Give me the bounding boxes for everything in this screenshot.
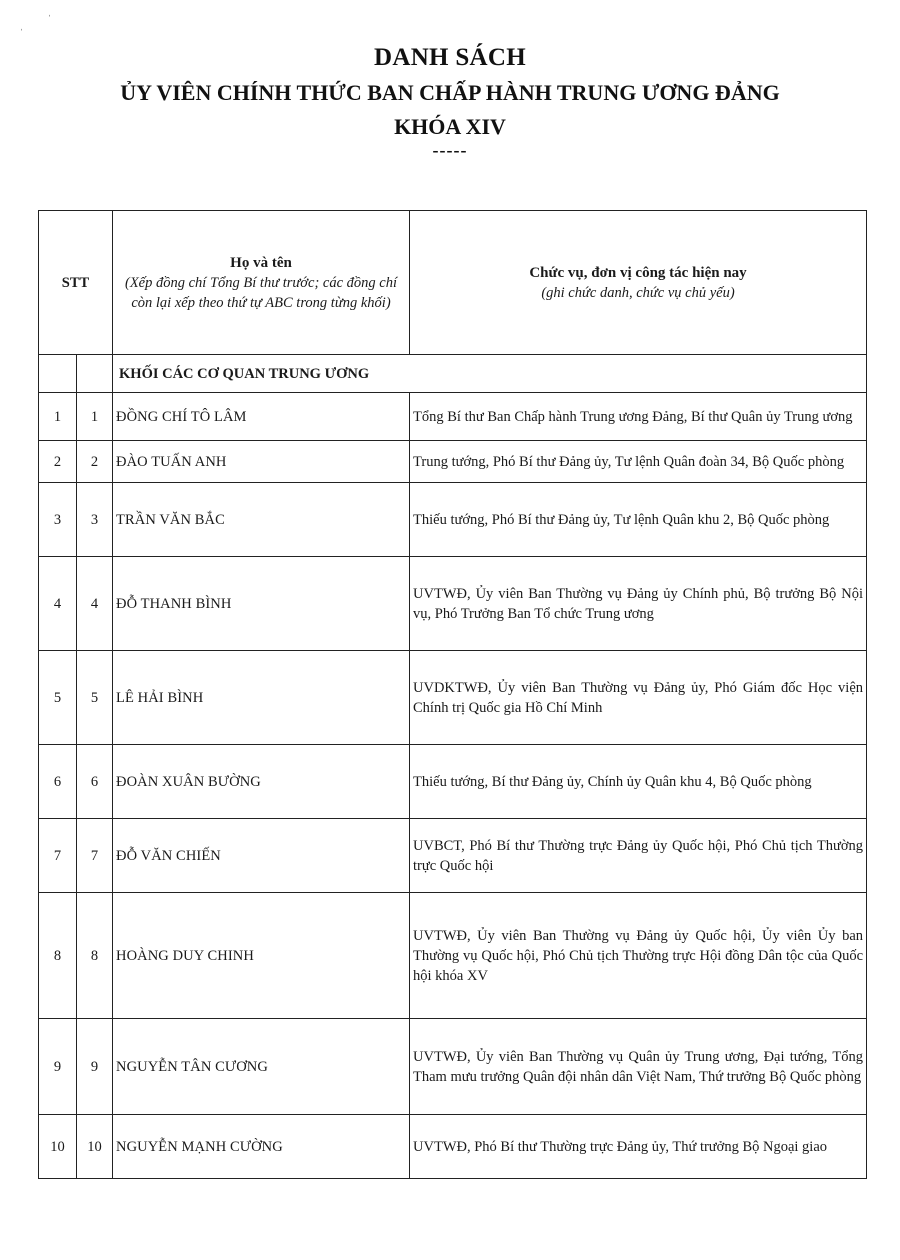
section-row [39,355,867,393]
table-row [39,441,867,483]
document-title: DANH SÁCH [373,44,527,71]
row-stt: 8 [39,893,77,1019]
table-row [39,745,867,819]
row-name: ĐỖ THANH BÌNH [113,557,410,651]
row-position: UVTWĐ, Ủy viên Ban Thường vụ Đảng ủy Chính phủ, Bộ trưởng Bộ Nội vụ, Phó Trưởng Ban Tổ chức Trung ương [410,557,867,651]
row-position: Trung tướng, Phó Bí thư Đảng ủy, Tư lệnh Quân đoàn 34, Bộ Quốc phòng [410,441,867,483]
document-subtitle: ỦY VIÊN CHÍNH THỨC BAN CHẤP HÀNH TRUNG ƯƠNG ĐẢNG [120,80,780,105]
header-position-note: (ghi chức danh, chức vụ chủ yếu) [541,284,735,301]
header-name [113,211,410,355]
table-row [39,393,867,441]
row-name: ĐOÀN XUÂN BƯỜNG [113,745,410,819]
row-name: LÊ HẢI BÌNH [113,651,410,745]
table-row [39,557,867,651]
row-name: NGUYỄN MẠNH CƯỜNG [113,1115,410,1179]
table-row [39,651,867,745]
row-name: TRẦN VĂN BẮC [113,483,410,557]
table-row [39,1019,867,1115]
row-name: ĐỒNG CHÍ TÔ LÂM [113,393,410,441]
row-stt: 1 [39,393,77,441]
section-blank-cell [39,355,77,393]
header-stt: STT [39,211,113,355]
row-name: ĐỖ VĂN CHIẾN [113,819,410,893]
row-sub-index: 4 [77,557,113,651]
row-stt: 6 [39,745,77,819]
row-position: UVTWĐ, Ủy viên Ban Thường vụ Đảng ủy Quốc hội, Ủy viên Ủy ban Thường vụ Quốc hội, Phó Chủ tịch Thường trực Hội đồng Dân tộc của Quốc hội khóa XV [410,893,867,1019]
row-position: Thiếu tướng, Bí thư Đảng ủy, Chính ủy Quân khu 4, Bộ Quốc phòng [410,745,867,819]
row-name: ĐÀO TUẤN ANH [113,441,410,483]
header-name-title: Họ và tên [230,254,292,271]
section-title: KHỐI CÁC CƠ QUAN TRUNG ƯƠNG [113,355,867,393]
row-sub-index: 5 [77,651,113,745]
table-row [39,819,867,893]
table-row [39,483,867,557]
row-sub-index: 1 [77,393,113,441]
row-position: UVTWĐ, Ủy viên Ban Thường vụ Quân ủy Trung ương, Đại tướng, Tổng Tham mưu trưởng Quân đội nhân dân Việt Nam, Thứ trưởng Bộ Quốc phòng [410,1019,867,1115]
row-sub-index: 7 [77,819,113,893]
document-term: KHÓA XIV [394,114,506,139]
row-stt: 10 [39,1115,77,1179]
row-position: Thiếu tướng, Phó Bí thư Đảng ủy, Tư lệnh Quân khu 2, Bộ Quốc phòng [410,483,867,557]
header-position-title: Chức vụ, đơn vị công tác hiện nay [529,264,747,281]
row-sub-index: 9 [77,1019,113,1115]
row-stt: 9 [39,1019,77,1115]
scan-speck: ˈ [48,14,52,25]
row-sub-index: 2 [77,441,113,483]
row-name: NGUYỄN TÂN CƯƠNG [113,1019,410,1115]
row-position: UVTWĐ, Phó Bí thư Thường trực Đảng ủy, Thứ trưởng Bộ Ngoại giao [410,1115,867,1179]
title-divider: ----- [432,140,468,160]
row-position: UVBCT, Phó Bí thư Thường trực Đảng ủy Quốc hội, Phó Chủ tịch Thường trực Quốc hội [410,819,867,893]
row-stt: 4 [39,557,77,651]
row-sub-index: 8 [77,893,113,1019]
scan-speck: ˈ [20,28,24,39]
section-blank-cell [77,355,113,393]
header-name-note: (Xếp đồng chí Tổng Bí thư trước; các đồng chí còn lại xếp theo thứ tự ABC trong từng khối) [125,274,398,311]
row-stt: 7 [39,819,77,893]
header-position [410,211,867,355]
row-name: HOÀNG DUY CHINH [113,893,410,1019]
row-sub-index: 6 [77,745,113,819]
row-stt: 5 [39,651,77,745]
row-position: UVDKTWĐ, Ủy viên Ban Thường vụ Đảng ủy, Phó Giám đốc Học viện Chính trị Quốc gia Hồ Chí Minh [410,651,867,745]
row-stt: 2 [39,441,77,483]
row-position: Tổng Bí thư Ban Chấp hành Trung ương Đảng, Bí thư Quân ủy Trung ương [410,393,867,441]
row-sub-index: 10 [77,1115,113,1179]
row-stt: 3 [39,483,77,557]
row-sub-index: 3 [77,483,113,557]
table-row [39,893,867,1019]
table-row [39,1115,867,1179]
member-table [38,210,867,1179]
table-header-row [39,211,867,355]
